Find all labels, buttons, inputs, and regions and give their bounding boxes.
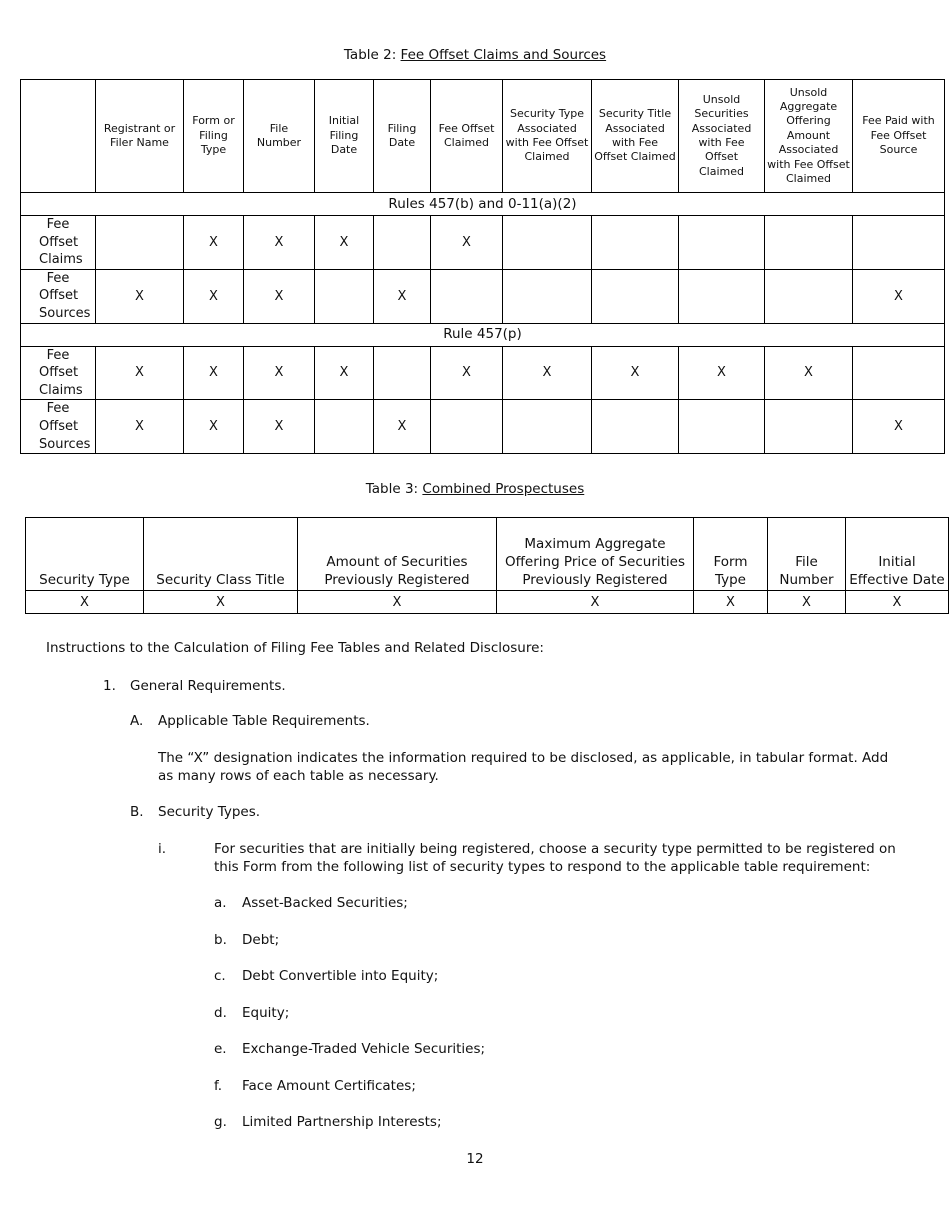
table3-column-header: Security Type <box>26 518 144 591</box>
item-b-letter: B. <box>130 804 144 820</box>
item-i-number: i. <box>158 841 167 857</box>
table-cell: X <box>184 216 244 270</box>
table-cell: X <box>374 400 431 454</box>
table-cell <box>853 216 945 270</box>
table-cell: X <box>244 269 315 323</box>
row-label: Fee Offset Claims <box>21 346 96 400</box>
list-item: Limited Partnership Interests; <box>242 1114 442 1130</box>
combined-prospectuses-table <box>25 517 949 614</box>
table-cell: X <box>315 346 374 400</box>
list-item-letter: a. <box>214 895 227 911</box>
table3-column-header: Form Type <box>694 518 768 591</box>
table-cell: X <box>431 216 503 270</box>
table-cell <box>765 216 853 270</box>
table-cell: X <box>96 400 184 454</box>
table-cell <box>315 400 374 454</box>
table2-column-header: Security Type Associated with Fee Offset Claimed <box>503 80 592 193</box>
table2-section-row <box>21 193 945 216</box>
table-row <box>21 346 945 400</box>
table-cell <box>679 269 765 323</box>
list-item: Face Amount Certificates; <box>242 1078 416 1094</box>
table-cell: X <box>853 400 945 454</box>
table-cell: X <box>96 269 184 323</box>
table-cell: X <box>96 346 184 400</box>
list-item: Debt Convertible into Equity; <box>242 968 439 984</box>
instructions-heading: Instructions to the Calculation of Filing Fee Tables and Related Disclosure: <box>46 640 544 656</box>
table-cell: X <box>184 400 244 454</box>
table2-caption-prefix: Table 2: <box>343 47 397 63</box>
table2-column-header: Security Title Associated with Fee Offset Claimed <box>592 80 679 193</box>
table-cell: X <box>244 346 315 400</box>
table2-column-header: Fee Paid with Fee Offset Source <box>853 80 945 193</box>
table2-column-header: Filing Date <box>374 80 431 193</box>
table3-column-header: Security Class Title <box>144 518 298 591</box>
row-label: Fee Offset Sources <box>21 400 96 454</box>
table-cell: X <box>298 591 497 614</box>
table-cell: X <box>374 269 431 323</box>
row-label: Fee Offset Claims <box>21 216 96 270</box>
list-item-letter: f. <box>214 1078 223 1094</box>
list-item: Asset-Backed Securities; <box>242 895 408 911</box>
table2-column-header: Form or Filing Type <box>184 80 244 193</box>
page-number: 12 <box>466 1151 484 1167</box>
list-item: Debt; <box>242 932 280 948</box>
list-item-letter: e. <box>214 1041 227 1057</box>
item-1-number: 1. <box>103 678 116 694</box>
list-item: Exchange-Traded Vehicle Securities; <box>242 1041 486 1057</box>
table-cell <box>431 400 503 454</box>
table-row <box>21 400 945 454</box>
table2-caption <box>0 47 950 63</box>
table-cell <box>374 346 431 400</box>
list-item: Equity; <box>242 1005 290 1021</box>
table2-column-header <box>21 80 96 193</box>
table-cell: X <box>503 346 592 400</box>
table-row <box>21 269 945 323</box>
table2-column-header: Unsold Aggregate Offering Amount Associated with Fee Offset Claimed <box>765 80 853 193</box>
fee-offset-table <box>20 79 945 454</box>
table3-column-header: Initial Effective Date <box>846 518 949 591</box>
table-row <box>21 216 945 270</box>
list-item-letter: b. <box>214 932 227 948</box>
section-title: Rule 457(p) <box>21 323 945 346</box>
table-cell: X <box>244 400 315 454</box>
item-a-text: Applicable Table Requirements. <box>158 713 370 729</box>
table3-caption <box>0 481 950 497</box>
table2-column-header: Fee Offset Claimed <box>431 80 503 193</box>
table2-caption-title: Fee Offset Claims and Sources <box>400 47 607 63</box>
table-cell <box>592 216 679 270</box>
table-cell: X <box>765 346 853 400</box>
table2-column-header: File Number <box>244 80 315 193</box>
table-cell <box>503 216 592 270</box>
table-cell: X <box>497 591 694 614</box>
table-row <box>26 591 949 614</box>
item-b-text: Security Types. <box>158 804 261 820</box>
table-cell: X <box>846 591 949 614</box>
table-cell: X <box>853 269 945 323</box>
table3-header-row <box>26 518 949 591</box>
table-cell: X <box>144 591 298 614</box>
table3-column-header: Amount of Securities Previously Registered <box>298 518 497 591</box>
table-cell <box>592 269 679 323</box>
table-cell <box>431 269 503 323</box>
table-cell <box>765 400 853 454</box>
table3-caption-title: Combined Prospectuses <box>422 481 585 497</box>
row-label: Fee Offset Sources <box>21 269 96 323</box>
table-cell: X <box>679 346 765 400</box>
table2-header-row <box>21 80 945 193</box>
table-cell: X <box>26 591 144 614</box>
item-1-text: General Requirements. <box>130 678 286 694</box>
table-cell <box>679 216 765 270</box>
table3-column-header: File Number <box>768 518 846 591</box>
table-cell <box>96 216 184 270</box>
table-cell: X <box>184 269 244 323</box>
table2-column-header: Registrant or Filer Name <box>96 80 184 193</box>
table-cell <box>315 269 374 323</box>
table-cell: X <box>184 346 244 400</box>
list-item-letter: c. <box>214 968 226 984</box>
table2-section-row <box>21 323 945 346</box>
list-item-letter: g. <box>214 1114 227 1130</box>
table-cell: X <box>592 346 679 400</box>
table-cell: X <box>768 591 846 614</box>
item-a-letter: A. <box>130 713 144 729</box>
table-cell <box>503 269 592 323</box>
table2-column-header: Unsold Securities Associated with Fee Offset Claimed <box>679 80 765 193</box>
table-cell <box>679 400 765 454</box>
section-title: Rules 457(b) and 0-11(a)(2) <box>21 193 945 216</box>
item-a-paragraph: The “X” designation indicates the information required to be disclosed, as applicable, in tabular format. Add as many rows of each table as necessary. <box>158 750 889 784</box>
table3-caption-prefix: Table 3: <box>365 481 419 497</box>
table-cell: X <box>315 216 374 270</box>
item-i-paragraph: For securities that are initially being registered, choose a security type permitted to be registered on this Form from the following list of security types to respond to the applicable table requirement: <box>214 841 896 875</box>
table-cell <box>765 269 853 323</box>
table3-column-header: Maximum Aggregate Offering Price of Securities Previously Registered <box>497 518 694 591</box>
table-cell: X <box>244 216 315 270</box>
table-cell <box>853 346 945 400</box>
table2-column-header: Initial Filing Date <box>315 80 374 193</box>
table-cell: X <box>694 591 768 614</box>
list-item-letter: d. <box>214 1005 227 1021</box>
table-cell <box>592 400 679 454</box>
table-cell: X <box>431 346 503 400</box>
table-cell <box>503 400 592 454</box>
table-cell <box>374 216 431 270</box>
